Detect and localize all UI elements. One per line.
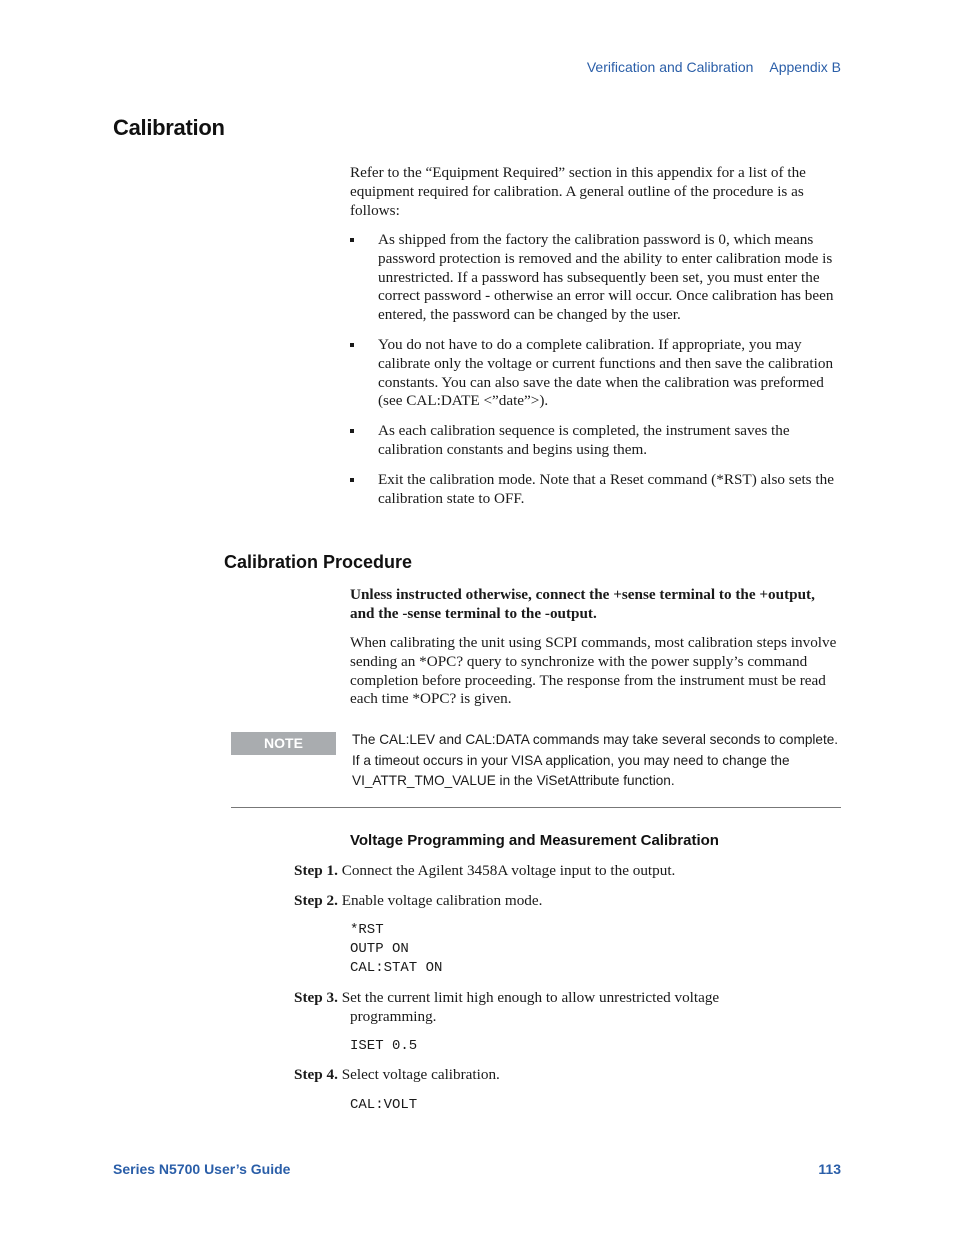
list-item-text: You do not have to do a complete calibration. If appropriate, you may calibrate only the voltage or current functions and then save the calibration constants. You can also save the date when the calibration was preformed (see CAL:DATE <”date”>).	[378, 335, 834, 410]
intro-text: Refer to the “Equipment Required” section in this appendix for a list of the equipment required for calibration. A general outline of the procedure is as follows:	[350, 164, 806, 219]
code-block	[350, 1037, 417, 1056]
bold-instruction-text: Unless instructed otherwise, connect the +sense terminal to the +output, and the -sense terminal to the -output.	[350, 586, 815, 622]
intro-paragraph	[350, 164, 842, 220]
step-text: Select voltage calibration.	[341, 1066, 500, 1083]
note-text	[352, 730, 844, 792]
list-item	[350, 336, 842, 411]
step-label: Step 2.	[294, 892, 338, 909]
step-text: Set the current limit high enough to allow unrestricted voltage	[341, 989, 720, 1006]
bullet-icon	[350, 343, 354, 347]
note-line: If a timeout occurs in your VISA application, you may need to change the	[352, 752, 790, 768]
note-line: VI_ATTR_TMO_VALUE in the ViSetAttribute function.	[352, 773, 675, 788]
footer-guide-title: Series N5700 User’s Guide	[113, 1161, 291, 1177]
note-badge: NOTE	[231, 732, 336, 755]
step-label: Step 3.	[294, 989, 338, 1006]
page-number: 113	[818, 1161, 841, 1177]
step-label: Step 1.	[294, 862, 338, 879]
outline-list	[350, 231, 842, 519]
page-title: Calibration	[113, 115, 225, 140]
code-block	[350, 921, 442, 978]
step-text: Connect the Agilent 3458A voltage input to the output.	[341, 862, 676, 879]
running-header	[587, 59, 841, 75]
code-line: *RST	[350, 922, 384, 938]
code-line: OUTP ON	[350, 941, 409, 957]
subsection-heading: Voltage Programming and Measurement Calibration	[350, 832, 719, 849]
divider	[231, 807, 841, 808]
procedure-paragraph-text: When calibrating the unit using SCPI commands, most calibration steps involve sending an *OPC? query to synchronize with the power supply’s command completion before proceeding. The response from the instrument must be read each time *OPC? is given.	[350, 634, 837, 708]
step-text: Enable voltage calibration mode.	[341, 892, 543, 909]
note-line: The CAL:LEV and CAL:DATA commands may take several seconds to complete.	[352, 732, 839, 747]
bold-instruction	[350, 586, 842, 624]
bullet-icon	[350, 238, 354, 242]
list-item	[350, 471, 842, 509]
code-line: CAL:VOLT	[350, 1097, 418, 1113]
header-appendix: Appendix B	[769, 59, 841, 75]
step-3	[294, 989, 842, 1027]
step-2	[294, 892, 842, 911]
code-line: CAL:STAT ON	[350, 960, 443, 976]
step-label: Step 4.	[294, 1066, 338, 1083]
list-item-text: As each calibration sequence is completed, the instrument saves the calibration constants and begins using them.	[378, 422, 790, 458]
list-item	[350, 231, 842, 325]
bullet-icon	[350, 478, 354, 482]
code-line: ISET 0.5	[350, 1038, 418, 1054]
section-heading: Calibration Procedure	[224, 552, 413, 572]
list-item	[350, 422, 842, 460]
step-4	[294, 1066, 842, 1085]
header-section: Verification and Calibration	[586, 59, 754, 75]
step-text-continued: programming.	[350, 1007, 437, 1025]
list-item-text: Exit the calibration mode. Note that a Reset command (*RST) also sets the calibration state to OFF.	[378, 470, 834, 507]
step-1	[294, 862, 842, 881]
code-block	[350, 1096, 417, 1115]
procedure-paragraph	[350, 634, 842, 709]
bullet-icon	[350, 429, 354, 433]
list-item-text: As shipped from the factory the calibration password is 0, which means password protection is removed and the ability to enter calibration mode is unrestricted. If a password has subsequently been set, you must enter the correct password - otherwise an error will occur. Once calibration has been entered, the password can be changed by the user.	[378, 231, 834, 324]
